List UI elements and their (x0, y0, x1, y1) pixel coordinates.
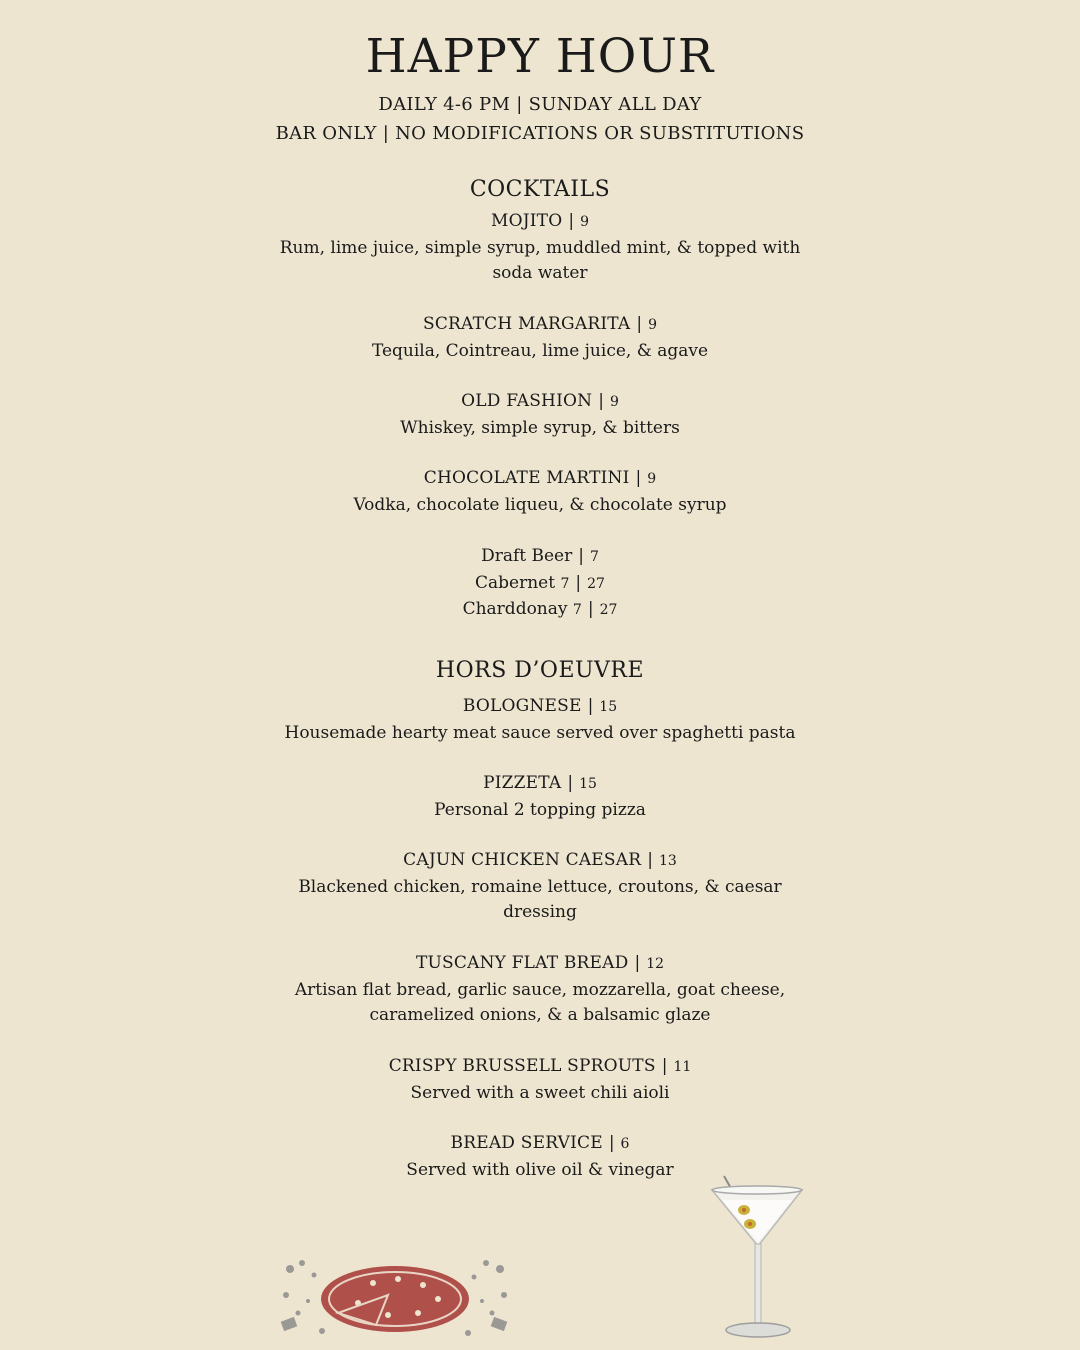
drink-charddonay: Charddonay 7 | 27 (462, 599, 618, 619)
policy-line: BAR ONLY | NO MODIFICATIONS OR SUBSTITUTIONS (275, 123, 805, 144)
martini-glass-icon (706, 1172, 808, 1342)
item-price: 15 (579, 776, 597, 792)
item-description: Artisan flat bread, garlic sauce, mozzarella, goat cheese, caramelized onions, & a balsamic glaze (294, 979, 786, 1025)
menu-item-bolognese: BOLOGNESE | 15 Housemade hearty meat sauce served over spaghetti pasta (270, 694, 810, 746)
item-description: Housemade hearty meat sauce served over spaghetti pasta (284, 722, 796, 743)
item-price: 13 (658, 853, 677, 869)
hours-line: DAILY 4-6 PM | SUNDAY ALL DAY (378, 94, 702, 115)
item-price: 9 (648, 317, 657, 333)
drink-draft-beer: Draft Beer | 7 (481, 546, 599, 566)
item-price: 6 (620, 1136, 630, 1152)
item-name: OLD FASHION (461, 391, 593, 411)
item-price: 9 (609, 394, 619, 410)
menu-item-scratch-margarita: SCRATCH MARGARITA | 9 Tequila, Cointreau, lime juice, & agave (270, 312, 810, 364)
item-name: CRISPY BRUSSELL SPROUTS (388, 1056, 656, 1076)
item-name: Charddonay (462, 599, 568, 619)
item-price: 27 (599, 602, 618, 618)
item-name: BOLOGNESE (462, 696, 582, 716)
item-price: 15 (599, 699, 618, 715)
drinks-list (270, 544, 810, 624)
item-price: 7 (589, 549, 599, 565)
item-name: TUSCANY FLAT BREAD (415, 953, 629, 973)
item-description: Tequila, Cointreau, lime juice, & agave (371, 340, 709, 361)
section-title-cocktails: COCKTAILS (469, 177, 611, 202)
item-description: Rum, lime juice, simple syrup, muddled mint, & topped with soda water (279, 237, 801, 283)
menu-item-tuscany-flat-bread: TUSCANY FLAT BREAD | 12 Artisan flat bread, garlic sauce, mozzarella, goat cheese, caramelized onions, & a balsamic glaze (270, 951, 810, 1029)
item-name: CAJUN CHICKEN CAESAR (403, 850, 642, 870)
item-name: PIZZETA (483, 773, 562, 793)
menu-item-pizzeta: PIZZETA | 15 Personal 2 topping pizza (270, 771, 810, 823)
item-price: 27 (587, 575, 605, 592)
item-description: Served with a sweet chili aioli (410, 1082, 670, 1103)
menu-item-bread-service: BREAD SERVICE | 6 Served with olive oil & vinegar (270, 1131, 810, 1183)
drink-cabernet: Cabernet 7 | 27 (475, 572, 605, 593)
item-name: Cabernet (475, 572, 556, 593)
page-title: HAPPY HOUR (365, 29, 715, 84)
item-name: SCRATCH MARGARITA (423, 314, 631, 334)
menu-item-crispy-brussell-sprouts: CRISPY BRUSSELL SPROUTS | 11 Served with a sweet chili aioli (270, 1054, 810, 1106)
section-title-hors-doeuvre: HORS D’OEUVRE (435, 658, 645, 683)
menu-item-chocolate-martini: CHOCOLATE MARTINI | 9 Vodka, chocolate liqueu, & chocolate syrup (270, 466, 810, 518)
item-name: MOJITO (490, 211, 563, 231)
menu-item-cajun-chicken-caesar: CAJUN CHICKEN CAESAR | 13 Blackened chicken, romaine lettuce, croutons, & caesar dressing (270, 848, 810, 926)
item-glass-price: 7 (560, 575, 570, 592)
item-name: Draft Beer (481, 546, 573, 566)
pizza-icon (278, 1255, 512, 1343)
item-glass-price: 7 (572, 602, 582, 618)
item-price: 9 (580, 214, 589, 230)
item-description: Whiskey, simple syrup, & bitters (400, 417, 680, 438)
item-name: BREAD SERVICE (450, 1133, 603, 1153)
menu-item-mojito: MOJITO | 9 Rum, lime juice, simple syrup, muddled mint, & topped with soda water (270, 209, 810, 287)
item-description: Blackened chicken, romaine lettuce, croutons, & caesar dressing (298, 876, 782, 922)
item-description: Served with olive oil & vinegar (406, 1159, 674, 1180)
item-price: 9 (647, 471, 657, 487)
item-description: Vodka, chocolate liqueu, & chocolate syrup (353, 494, 727, 515)
item-name: CHOCOLATE MARTINI (423, 468, 630, 488)
item-price: 11 (673, 1059, 692, 1075)
item-description: Personal 2 topping pizza (434, 799, 646, 820)
item-price: 12 (646, 956, 665, 972)
menu-item-old-fashion: OLD FASHION | 9 Whiskey, simple syrup, & bitters (270, 389, 810, 441)
